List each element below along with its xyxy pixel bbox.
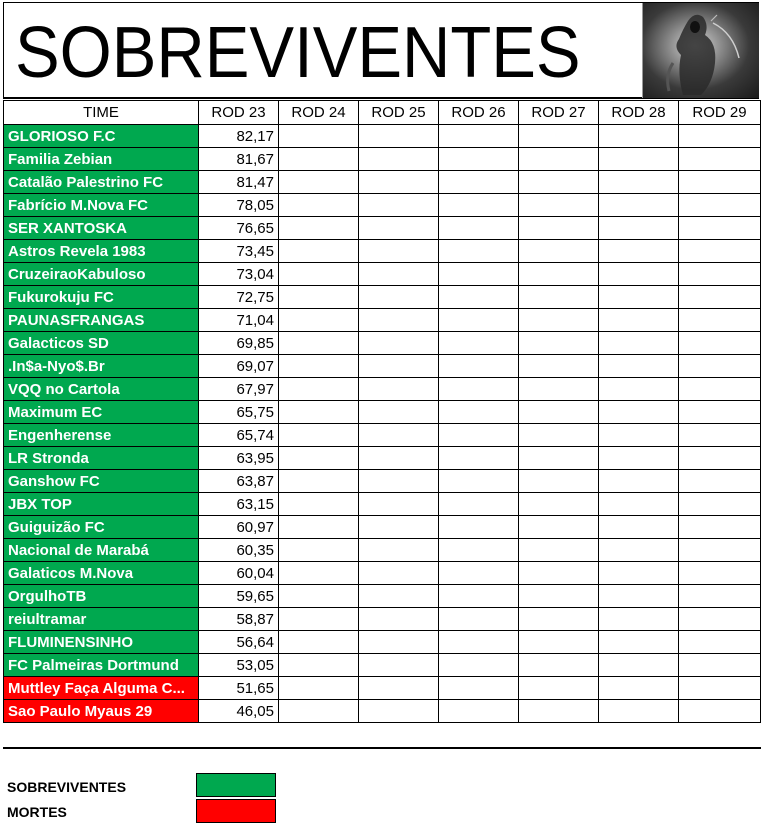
empty-round-cell[interactable] bbox=[359, 217, 439, 240]
empty-round-cell[interactable] bbox=[279, 240, 359, 263]
empty-round-cell[interactable] bbox=[519, 585, 599, 608]
empty-round-cell[interactable] bbox=[439, 286, 519, 309]
table-row bbox=[4, 447, 761, 470]
empty-round-cell[interactable] bbox=[679, 217, 761, 240]
team-name-cell[interactable]: Galaticos M.Nova bbox=[4, 562, 199, 585]
column-header: ROD 27 bbox=[519, 101, 599, 125]
reaper-logo-icon bbox=[642, 3, 759, 98]
empty-round-cell[interactable] bbox=[279, 286, 359, 309]
empty-round-cell[interactable] bbox=[599, 286, 679, 309]
team-name-cell[interactable]: Ganshow FC bbox=[4, 470, 199, 493]
score-cell[interactable]: 59,65 bbox=[199, 585, 279, 608]
empty-round-cell[interactable] bbox=[439, 332, 519, 355]
empty-round-cell[interactable] bbox=[519, 125, 599, 148]
empty-round-cell[interactable] bbox=[519, 194, 599, 217]
empty-round-cell[interactable] bbox=[279, 263, 359, 286]
legend-label-survivors: SOBREVIVENTES bbox=[7, 779, 127, 795]
table-row bbox=[4, 240, 761, 263]
empty-round-cell[interactable] bbox=[679, 585, 761, 608]
empty-round-cell[interactable] bbox=[439, 355, 519, 378]
empty-round-cell[interactable] bbox=[679, 240, 761, 263]
column-header: TIME bbox=[4, 101, 199, 125]
column-header: ROD 23 bbox=[199, 101, 279, 125]
table-row bbox=[4, 401, 761, 424]
team-name-cell[interactable]: Astros Revela 1983 bbox=[4, 240, 199, 263]
title-header bbox=[3, 2, 759, 99]
empty-round-cell[interactable] bbox=[599, 309, 679, 332]
table-bottom-border bbox=[3, 747, 761, 749]
empty-round-cell[interactable] bbox=[599, 516, 679, 539]
empty-round-cell[interactable] bbox=[519, 470, 599, 493]
empty-round-cell[interactable] bbox=[359, 263, 439, 286]
score-cell[interactable]: 46,05 bbox=[199, 700, 279, 723]
team-name-cell[interactable]: Fukurokuju FC bbox=[4, 286, 199, 309]
empty-round-cell[interactable] bbox=[519, 516, 599, 539]
team-name-cell[interactable]: Maximum EC bbox=[4, 401, 199, 424]
empty-round-cell[interactable] bbox=[599, 654, 679, 677]
legend-swatch-deaths bbox=[196, 799, 276, 823]
empty-round-cell[interactable] bbox=[679, 677, 761, 700]
team-name-cell[interactable]: FC Palmeiras Dortmund bbox=[4, 654, 199, 677]
empty-round-cell[interactable] bbox=[279, 562, 359, 585]
column-header: ROD 24 bbox=[279, 101, 359, 125]
score-cell[interactable]: 65,75 bbox=[199, 401, 279, 424]
score-cell[interactable]: 73,45 bbox=[199, 240, 279, 263]
empty-round-cell[interactable] bbox=[279, 401, 359, 424]
empty-round-cell[interactable] bbox=[439, 125, 519, 148]
empty-round-cell[interactable] bbox=[679, 654, 761, 677]
empty-round-cell[interactable] bbox=[519, 355, 599, 378]
empty-round-cell[interactable] bbox=[439, 585, 519, 608]
empty-round-cell[interactable] bbox=[679, 447, 761, 470]
score-cell[interactable]: 67,97 bbox=[199, 378, 279, 401]
empty-round-cell[interactable] bbox=[439, 516, 519, 539]
empty-round-cell[interactable] bbox=[599, 585, 679, 608]
table-row bbox=[4, 171, 761, 194]
empty-round-cell[interactable] bbox=[519, 493, 599, 516]
empty-round-cell[interactable] bbox=[279, 447, 359, 470]
empty-round-cell[interactable] bbox=[359, 585, 439, 608]
empty-round-cell[interactable] bbox=[599, 562, 679, 585]
empty-round-cell[interactable] bbox=[599, 677, 679, 700]
empty-round-cell[interactable] bbox=[359, 516, 439, 539]
score-cell[interactable]: 82,17 bbox=[199, 125, 279, 148]
empty-round-cell[interactable] bbox=[279, 378, 359, 401]
empty-round-cell[interactable] bbox=[679, 493, 761, 516]
empty-round-cell[interactable] bbox=[599, 378, 679, 401]
empty-round-cell[interactable] bbox=[599, 424, 679, 447]
empty-round-cell[interactable] bbox=[359, 148, 439, 171]
empty-round-cell[interactable] bbox=[519, 700, 599, 723]
score-cell[interactable]: 78,05 bbox=[199, 194, 279, 217]
empty-round-cell[interactable] bbox=[599, 355, 679, 378]
score-cell[interactable]: 56,64 bbox=[199, 631, 279, 654]
empty-round-cell[interactable] bbox=[679, 631, 761, 654]
empty-round-cell[interactable] bbox=[599, 700, 679, 723]
empty-round-cell[interactable] bbox=[279, 470, 359, 493]
empty-round-cell[interactable] bbox=[359, 424, 439, 447]
score-cell[interactable]: 81,67 bbox=[199, 148, 279, 171]
page-title: SOBREVIVENTES bbox=[15, 13, 581, 93]
empty-round-cell[interactable] bbox=[359, 378, 439, 401]
empty-round-cell[interactable] bbox=[519, 608, 599, 631]
empty-round-cell[interactable] bbox=[279, 585, 359, 608]
empty-round-cell[interactable] bbox=[519, 309, 599, 332]
score-cell[interactable]: 76,65 bbox=[199, 217, 279, 240]
table-row bbox=[4, 332, 761, 355]
empty-round-cell[interactable] bbox=[359, 700, 439, 723]
table-row bbox=[4, 677, 761, 700]
team-name-cell[interactable]: LR Stronda bbox=[4, 447, 199, 470]
survivors-table bbox=[3, 100, 761, 723]
score-cell[interactable]: 58,87 bbox=[199, 608, 279, 631]
score-cell[interactable]: 63,95 bbox=[199, 447, 279, 470]
score-cell[interactable]: 63,87 bbox=[199, 470, 279, 493]
score-cell[interactable]: 63,15 bbox=[199, 493, 279, 516]
team-name-cell[interactable]: Engenherense bbox=[4, 424, 199, 447]
empty-round-cell[interactable] bbox=[359, 355, 439, 378]
empty-round-cell[interactable] bbox=[679, 470, 761, 493]
empty-round-cell[interactable] bbox=[279, 125, 359, 148]
table-row bbox=[4, 608, 761, 631]
table-row bbox=[4, 470, 761, 493]
empty-round-cell[interactable] bbox=[599, 171, 679, 194]
empty-round-cell[interactable] bbox=[359, 447, 439, 470]
team-name-cell[interactable]: Catalão Palestrino FC bbox=[4, 171, 199, 194]
empty-round-cell[interactable] bbox=[279, 608, 359, 631]
empty-round-cell[interactable] bbox=[439, 493, 519, 516]
empty-round-cell[interactable] bbox=[519, 263, 599, 286]
empty-round-cell[interactable] bbox=[519, 562, 599, 585]
team-name-cell[interactable]: SER XANTOSKA bbox=[4, 217, 199, 240]
score-cell[interactable]: 72,75 bbox=[199, 286, 279, 309]
score-cell[interactable]: 53,05 bbox=[199, 654, 279, 677]
table-row bbox=[4, 654, 761, 677]
empty-round-cell[interactable] bbox=[439, 217, 519, 240]
empty-round-cell[interactable] bbox=[439, 194, 519, 217]
empty-round-cell[interactable] bbox=[679, 171, 761, 194]
empty-round-cell[interactable] bbox=[279, 493, 359, 516]
empty-round-cell[interactable] bbox=[359, 286, 439, 309]
empty-round-cell[interactable] bbox=[599, 401, 679, 424]
empty-round-cell[interactable] bbox=[359, 401, 439, 424]
empty-round-cell[interactable] bbox=[599, 447, 679, 470]
table-row bbox=[4, 148, 761, 171]
score-cell[interactable]: 69,85 bbox=[199, 332, 279, 355]
empty-round-cell[interactable] bbox=[519, 447, 599, 470]
empty-round-cell[interactable] bbox=[519, 654, 599, 677]
score-cell[interactable]: 60,97 bbox=[199, 516, 279, 539]
empty-round-cell[interactable] bbox=[279, 424, 359, 447]
empty-round-cell[interactable] bbox=[439, 470, 519, 493]
team-name-cell[interactable]: CruzeiraoKabuloso bbox=[4, 263, 199, 286]
score-cell[interactable]: 71,04 bbox=[199, 309, 279, 332]
table-row bbox=[4, 585, 761, 608]
empty-round-cell[interactable] bbox=[359, 309, 439, 332]
empty-round-cell[interactable] bbox=[599, 148, 679, 171]
empty-round-cell[interactable] bbox=[679, 263, 761, 286]
table-row bbox=[4, 562, 761, 585]
empty-round-cell[interactable] bbox=[439, 378, 519, 401]
score-cell[interactable]: 60,35 bbox=[199, 539, 279, 562]
empty-round-cell[interactable] bbox=[359, 332, 439, 355]
empty-round-cell[interactable] bbox=[599, 263, 679, 286]
empty-round-cell[interactable] bbox=[279, 148, 359, 171]
empty-round-cell[interactable] bbox=[439, 700, 519, 723]
empty-round-cell[interactable] bbox=[279, 516, 359, 539]
empty-round-cell[interactable] bbox=[439, 539, 519, 562]
team-name-cell[interactable]: GLORIOSO F.C bbox=[4, 125, 199, 148]
team-name-cell[interactable]: PAUNASFRANGAS bbox=[4, 309, 199, 332]
empty-round-cell[interactable] bbox=[599, 217, 679, 240]
empty-round-cell[interactable] bbox=[279, 332, 359, 355]
team-name-cell[interactable]: Muttley Faça Alguma C... bbox=[4, 677, 199, 700]
empty-round-cell[interactable] bbox=[359, 677, 439, 700]
empty-round-cell[interactable] bbox=[599, 194, 679, 217]
empty-round-cell[interactable] bbox=[519, 631, 599, 654]
table-row bbox=[4, 355, 761, 378]
table-row bbox=[4, 194, 761, 217]
team-name-cell[interactable]: Guiguizão FC bbox=[4, 516, 199, 539]
empty-round-cell[interactable] bbox=[599, 493, 679, 516]
empty-round-cell[interactable] bbox=[359, 470, 439, 493]
team-name-cell[interactable]: Nacional de Marabá bbox=[4, 539, 199, 562]
empty-round-cell[interactable] bbox=[519, 401, 599, 424]
team-name-cell[interactable]: reiultramar bbox=[4, 608, 199, 631]
empty-round-cell[interactable] bbox=[599, 332, 679, 355]
empty-round-cell[interactable] bbox=[679, 378, 761, 401]
empty-round-cell[interactable] bbox=[599, 240, 679, 263]
team-name-cell[interactable]: .In$a-Nyo$.Br bbox=[4, 355, 199, 378]
empty-round-cell[interactable] bbox=[359, 125, 439, 148]
team-name-cell[interactable]: FLUMINENSINHO bbox=[4, 631, 199, 654]
empty-round-cell[interactable] bbox=[679, 562, 761, 585]
table-row bbox=[4, 378, 761, 401]
empty-round-cell[interactable] bbox=[519, 677, 599, 700]
empty-round-cell[interactable] bbox=[679, 539, 761, 562]
legend-label-deaths: MORTES bbox=[7, 804, 67, 820]
score-cell[interactable]: 81,47 bbox=[199, 171, 279, 194]
empty-round-cell[interactable] bbox=[679, 332, 761, 355]
empty-round-cell[interactable] bbox=[439, 171, 519, 194]
score-cell[interactable]: 51,65 bbox=[199, 677, 279, 700]
table-row bbox=[4, 539, 761, 562]
empty-round-cell[interactable] bbox=[679, 309, 761, 332]
table-row bbox=[4, 700, 761, 723]
column-header: ROD 26 bbox=[439, 101, 519, 125]
table-row bbox=[4, 309, 761, 332]
empty-round-cell[interactable] bbox=[439, 240, 519, 263]
empty-round-cell[interactable] bbox=[679, 608, 761, 631]
empty-round-cell[interactable] bbox=[679, 125, 761, 148]
table-row bbox=[4, 263, 761, 286]
table-header-row bbox=[4, 101, 761, 125]
empty-round-cell[interactable] bbox=[279, 677, 359, 700]
empty-round-cell[interactable] bbox=[519, 539, 599, 562]
score-cell[interactable]: 69,07 bbox=[199, 355, 279, 378]
empty-round-cell[interactable] bbox=[359, 240, 439, 263]
empty-round-cell[interactable] bbox=[519, 424, 599, 447]
empty-round-cell[interactable] bbox=[599, 608, 679, 631]
empty-round-cell[interactable] bbox=[279, 700, 359, 723]
empty-round-cell[interactable] bbox=[279, 171, 359, 194]
empty-round-cell[interactable] bbox=[519, 171, 599, 194]
empty-round-cell[interactable] bbox=[679, 286, 761, 309]
team-name-cell[interactable]: Familia Zebian bbox=[4, 148, 199, 171]
legend-swatch-survivors bbox=[196, 773, 276, 797]
column-header: ROD 28 bbox=[599, 101, 679, 125]
team-name-cell[interactable]: Galacticos SD bbox=[4, 332, 199, 355]
table-row bbox=[4, 516, 761, 539]
empty-round-cell[interactable] bbox=[439, 148, 519, 171]
empty-round-cell[interactable] bbox=[599, 470, 679, 493]
score-cell[interactable]: 60,04 bbox=[199, 562, 279, 585]
empty-round-cell[interactable] bbox=[519, 148, 599, 171]
empty-round-cell[interactable] bbox=[359, 493, 439, 516]
table-row bbox=[4, 286, 761, 309]
empty-round-cell[interactable] bbox=[359, 562, 439, 585]
column-header: ROD 29 bbox=[679, 101, 761, 125]
empty-round-cell[interactable] bbox=[359, 654, 439, 677]
score-cell[interactable]: 65,74 bbox=[199, 424, 279, 447]
team-name-cell[interactable]: Fabrício M.Nova FC bbox=[4, 194, 199, 217]
empty-round-cell[interactable] bbox=[279, 631, 359, 654]
table-row bbox=[4, 125, 761, 148]
empty-round-cell[interactable] bbox=[679, 355, 761, 378]
team-name-cell[interactable]: OrgulhoTB bbox=[4, 585, 199, 608]
empty-round-cell[interactable] bbox=[439, 263, 519, 286]
empty-round-cell[interactable] bbox=[359, 608, 439, 631]
empty-round-cell[interactable] bbox=[359, 539, 439, 562]
team-name-cell[interactable]: JBX TOP bbox=[4, 493, 199, 516]
table-row bbox=[4, 631, 761, 654]
empty-round-cell[interactable] bbox=[679, 401, 761, 424]
empty-round-cell[interactable] bbox=[439, 562, 519, 585]
empty-round-cell[interactable] bbox=[439, 309, 519, 332]
column-header: ROD 25 bbox=[359, 101, 439, 125]
empty-round-cell[interactable] bbox=[679, 424, 761, 447]
empty-round-cell[interactable] bbox=[439, 447, 519, 470]
empty-round-cell[interactable] bbox=[359, 631, 439, 654]
empty-round-cell[interactable] bbox=[279, 309, 359, 332]
empty-round-cell[interactable] bbox=[679, 516, 761, 539]
table-row bbox=[4, 424, 761, 447]
empty-round-cell[interactable] bbox=[679, 194, 761, 217]
empty-round-cell[interactable] bbox=[439, 631, 519, 654]
empty-round-cell[interactable] bbox=[519, 217, 599, 240]
empty-round-cell[interactable] bbox=[279, 654, 359, 677]
empty-round-cell[interactable] bbox=[679, 700, 761, 723]
empty-round-cell[interactable] bbox=[519, 332, 599, 355]
empty-round-cell[interactable] bbox=[279, 194, 359, 217]
table-row bbox=[4, 493, 761, 516]
empty-round-cell[interactable] bbox=[679, 148, 761, 171]
team-name-cell[interactable]: Sao Paulo Myaus 29 bbox=[4, 700, 199, 723]
empty-round-cell[interactable] bbox=[279, 217, 359, 240]
empty-round-cell[interactable] bbox=[519, 240, 599, 263]
empty-round-cell[interactable] bbox=[439, 608, 519, 631]
empty-round-cell[interactable] bbox=[439, 424, 519, 447]
empty-round-cell[interactable] bbox=[599, 125, 679, 148]
empty-round-cell[interactable] bbox=[439, 654, 519, 677]
empty-round-cell[interactable] bbox=[359, 171, 439, 194]
score-cell[interactable]: 73,04 bbox=[199, 263, 279, 286]
empty-round-cell[interactable] bbox=[599, 539, 679, 562]
team-name-cell[interactable]: VQQ no Cartola bbox=[4, 378, 199, 401]
empty-round-cell[interactable] bbox=[439, 401, 519, 424]
table-row bbox=[4, 217, 761, 240]
empty-round-cell[interactable] bbox=[599, 631, 679, 654]
empty-round-cell[interactable] bbox=[359, 194, 439, 217]
empty-round-cell[interactable] bbox=[279, 355, 359, 378]
empty-round-cell[interactable] bbox=[519, 378, 599, 401]
empty-round-cell[interactable] bbox=[279, 539, 359, 562]
empty-round-cell[interactable] bbox=[519, 286, 599, 309]
empty-round-cell[interactable] bbox=[439, 677, 519, 700]
